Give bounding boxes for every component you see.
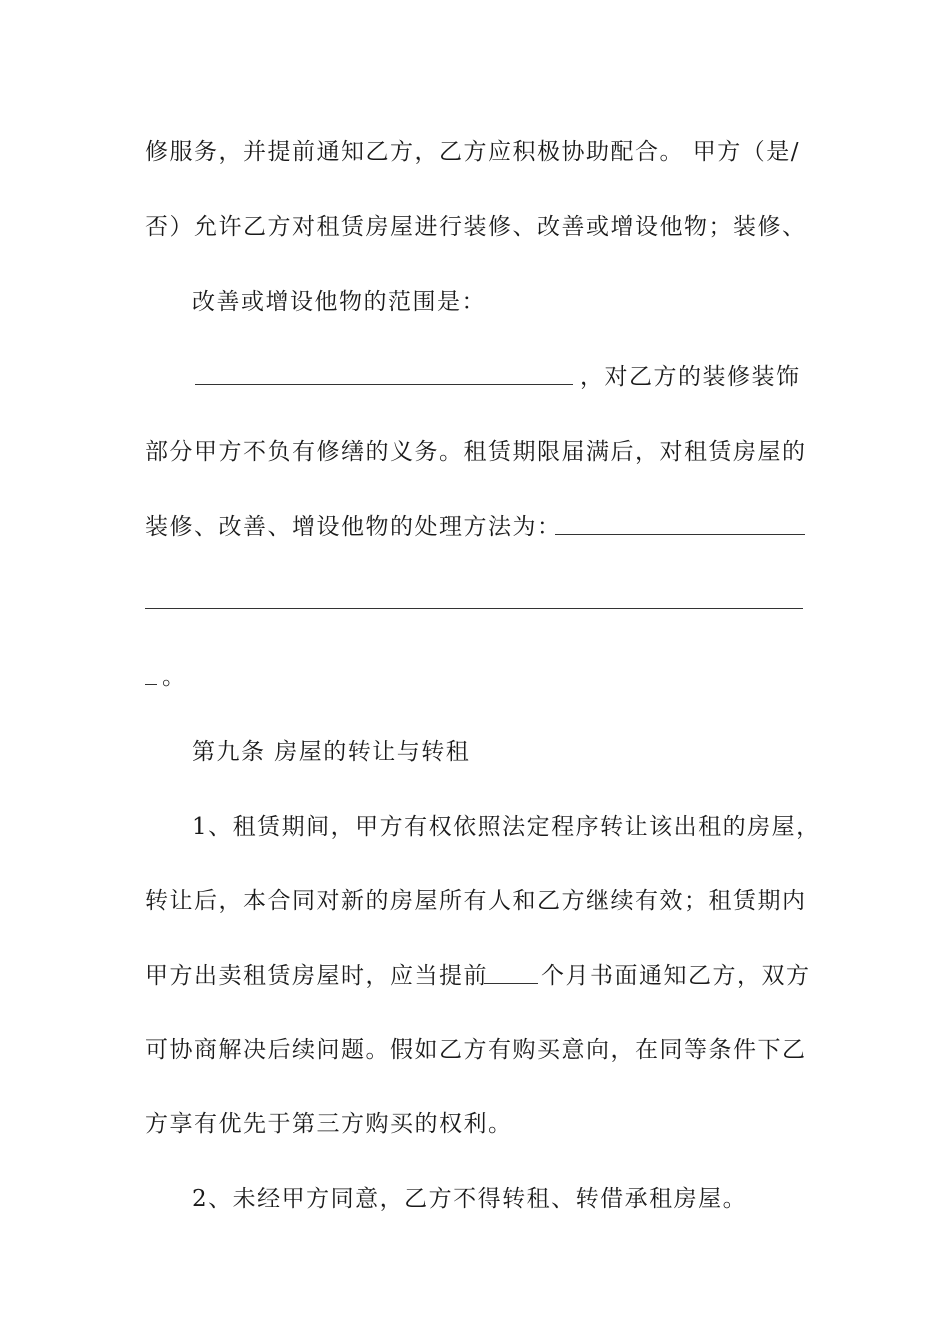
text-line: 否）允许乙方对租赁房屋进行装修、改善或增设他物；装修、 xyxy=(145,214,807,240)
text-line: 。 xyxy=(162,664,187,690)
blank-underline xyxy=(145,684,157,685)
text-line: 可协商解决后续问题。假如乙方有购买意向，在同等条件下乙 xyxy=(145,1037,807,1063)
text-line: 2、未经甲方同意，乙方不得转租、转借承租房屋。 xyxy=(192,1186,748,1212)
blank-underline xyxy=(195,384,573,385)
text-line: 方享有优先于第三方购买的权利。 xyxy=(145,1111,513,1137)
text-line: 1、租赁期间，甲方有权依照法定程序转让该出租的房屋， xyxy=(192,814,821,840)
text-line: 修服务，并提前通知乙方，乙方应积极协助配合。 甲方（是/ xyxy=(145,139,801,165)
blank-underline xyxy=(484,983,538,984)
text-line: ，对乙方的装修装饰 xyxy=(580,364,801,390)
section-heading: 第九条 房屋的转让与转租 xyxy=(192,739,471,765)
text-line: 甲方出卖租赁房屋时，应当提前 xyxy=(145,963,488,989)
text-line: 个月书面通知乙方，双方 xyxy=(541,963,811,989)
blank-underline xyxy=(145,608,803,609)
text-line: 装修、改善、增设他物的处理方法为： xyxy=(145,514,562,540)
text-line: 部分甲方不负有修缮的义务。租赁期限届满后，对租赁房屋的 xyxy=(145,439,807,465)
blank-underline xyxy=(555,534,805,535)
text-line: 改善或增设他物的范围是： xyxy=(192,289,486,315)
text-line: 转让后，本合同对新的房屋所有人和乙方继续有效；租赁期内 xyxy=(145,888,807,914)
